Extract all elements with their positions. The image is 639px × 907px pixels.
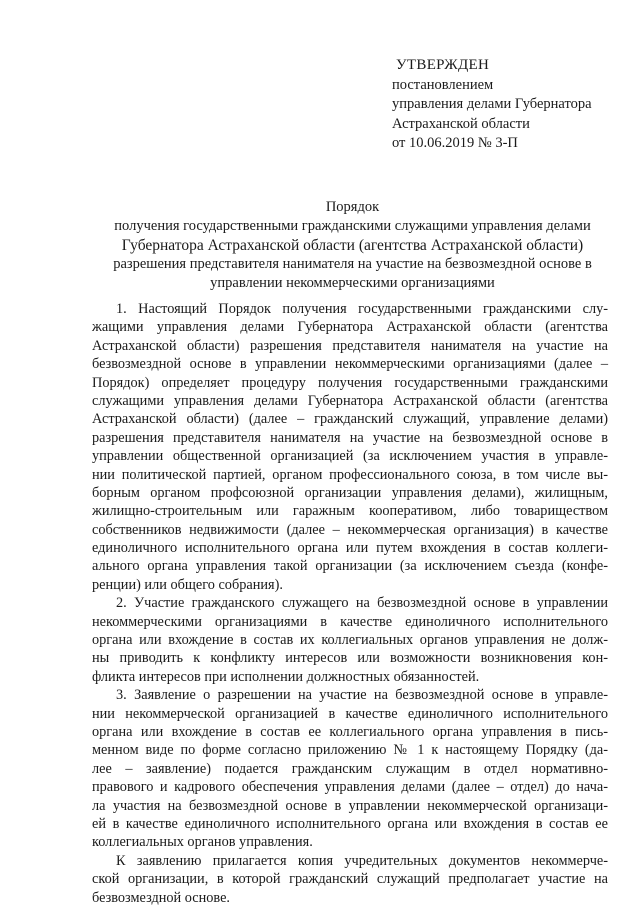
document-body xyxy=(92,300,608,907)
paragraph-line: 3. Заявление о разрешении на участие на безвозмездной основе в управле- xyxy=(116,687,608,704)
approval-heading: УТВЕРЖДЕН xyxy=(396,57,490,73)
paragraph-line: коллегиальных органов управления. xyxy=(92,834,313,851)
paragraph-line: фликта интересов при исполнении должностных обязанностей. xyxy=(92,668,480,685)
paragraph xyxy=(92,686,608,852)
paragraph-line: Порядок) определяет процедуру получения государственными гражданскими xyxy=(92,374,608,391)
paragraph-line: ны приводить к конфликту интересов или возможности возникновения кон- xyxy=(92,650,608,667)
title-line: Губернатора Астраханской области (агентства Астраханской области) xyxy=(121,237,584,254)
title-line: управлении некоммерческими организациями xyxy=(210,275,495,291)
approval-line: Астраханской области xyxy=(392,115,530,132)
paragraph-line: безвозмездной основе в управлении некоммерческими организациями (далее – xyxy=(92,356,608,373)
approval-line: постановлением xyxy=(392,76,494,93)
paragraph-line: собственников недвижимости (далее – некоммерческая организация) в качестве xyxy=(92,521,608,538)
paragraph-line: некоммерческими организациями в качестве единоличного исполнительного xyxy=(92,613,608,630)
paragraph-line: органа или вхождение в состав ее коллегиального органа управления в пись- xyxy=(92,723,608,740)
paragraph-line: нии политической партией, органом профессионального союза, в том числе вы- xyxy=(92,466,608,483)
paragraph-line: ла участия на безвозмездной основе в управлении некоммерческой организаци- xyxy=(92,797,608,814)
paragraph-line: ренции) или общего собрания). xyxy=(92,576,283,593)
paragraph-line: жилищно-строительным или гаражным кооперативом, либо товариществом xyxy=(92,503,608,520)
paragraph xyxy=(92,300,608,594)
paragraph-line: 2. Участие гражданского служащего на безвозмездной основе в управлении xyxy=(116,595,608,612)
paragraph-line: Астраханской области) разрешения представителя нанимателя на участие на xyxy=(92,337,608,354)
title-line: получения государственными гражданскими служащими управления делами xyxy=(114,218,591,234)
paragraph-line: менном виде по форме согласно приложению № 1 к настоящему Порядку (да- xyxy=(92,742,608,759)
paragraph-line: нии некоммерческой организацией в качестве единоличного исполнительного xyxy=(92,705,608,722)
paragraph-line: безвозмездной основе. xyxy=(92,889,230,906)
paragraph-line: разрешения представителя нанимателя на участие на безвозмездной основе в xyxy=(92,429,608,446)
paragraph-line: ального органа управления такой организации (за исключением съезда (конфе- xyxy=(92,558,608,575)
paragraph-line: К заявлению прилагается копия учредительных документов некоммерче- xyxy=(116,852,608,869)
paragraph xyxy=(92,594,608,686)
approval-stamp xyxy=(392,56,632,154)
paragraph-line: ской организации, в которой гражданский служащий предполагает участие на xyxy=(92,871,608,888)
title-line: разрешения представителя нанимателя на участие на безвозмездной основе в xyxy=(113,256,592,272)
approval-date: от 10.06.2019 № 3-П xyxy=(392,135,518,151)
paragraph-line: органа или вхождение в состав их коллегиальных органов управления не долж- xyxy=(92,632,608,649)
document-title xyxy=(60,198,639,293)
paragraph-line: правового и кадрового обеспечения управления делами (далее – отдел) до нача- xyxy=(92,779,608,796)
paragraph xyxy=(92,852,608,907)
paragraph-line: единоличного исполнительного органа или путем вхождения в состав коллеги- xyxy=(92,540,608,557)
paragraph-line: ей в качестве единоличного исполнительного органа или вхождения в состав ее xyxy=(92,815,608,832)
paragraph-line: жащими управления делами Губернатора Астраханской области (агентства xyxy=(92,319,608,336)
paragraph-line: служащими управления делами Губернатора Астраханской области (агентства xyxy=(92,392,608,409)
paragraph-line: управлении общественной организацией (за исключением участия в управле- xyxy=(92,448,608,465)
title-line: Порядок xyxy=(325,199,380,215)
paragraph-line: 1. Настоящий Порядок получения государственными гражданскими слу- xyxy=(116,301,608,317)
paragraph-line: Астраханской области) (далее – гражданский служащий, управление делами) xyxy=(92,411,608,428)
paragraph-line: борным органом профсоюзной организации управления делами), жилищным, xyxy=(92,484,608,501)
paragraph-line: лее – заявление) подается гражданским служащим в отдел нормативно- xyxy=(92,760,608,777)
approval-line: управления делами Губернатора xyxy=(392,96,592,112)
